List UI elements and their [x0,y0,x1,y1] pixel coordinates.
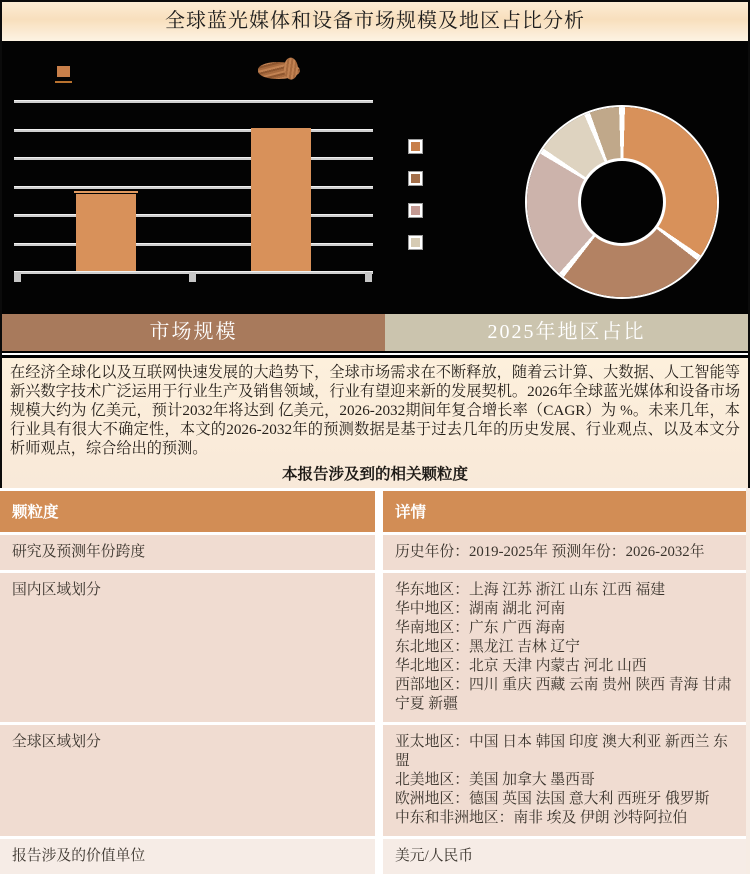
column-gap [375,535,383,570]
x-axis-tick [189,272,196,282]
gridline [14,100,373,103]
legend-swatch-icon [409,236,422,249]
detail-line: 中东和非洲地区：南非 埃及 伊朗 沙特阿拉伯 [395,810,688,826]
row-label: 研究及预测年份跨度 [0,535,375,570]
donut-hole [578,158,666,246]
bar-2032 [251,128,311,271]
donut-legend [409,140,422,249]
legend-swatch-icon [409,204,422,217]
column-gap [375,491,383,532]
detail-line: 北美地区：美国 加拿大 墨西哥 [395,772,595,788]
bar-2026 [76,194,136,271]
bar-legend-underline [55,81,72,83]
table-row [0,573,746,722]
detail-line: 历史年份：2019-2025年 预测年份：2026-2032年 [395,544,705,560]
row-label: 报告涉及的价值单位 [0,839,375,874]
row-label: 国内区域划分 [0,573,375,722]
body-section [2,358,748,488]
section-banners [2,314,748,351]
column-gap [375,839,383,874]
banner-region-share: 2025年地区占比 [385,314,748,351]
intro-paragraph: 在经济全球化以及互联网快速发展的大趋势下，全球市场需求在不断释放，随着云计算、大数据、人工智能等新兴数字技术广泛运用于行业生产及销售领域，行业有望迎来新的发展契机。2026年全球蓝光媒体和设备市场规模大约为 亿美元，预计2032年将达到 亿美元，2026-2032期间年复合增长率（CAGR）为 %。未来几年，本行业具有很大不确定性，本文的2026-2032年的预测数据是基于过去几年的历史发展、行业观点、以及本文分析师观点，综合给出的预测。 [10,364,740,457]
gridline [14,157,373,160]
column-gap [375,573,383,722]
gridline [14,214,373,217]
scribble-annotation [258,61,301,79]
row-details [383,839,746,874]
detail-line: 西部地区：四川 重庆 西藏 云南 贵州 陕西 青海 甘肃 宁夏 新疆 [395,677,732,712]
detail-line: 欧洲地区：德国 英国 法国 意大利 西班牙 俄罗斯 [395,791,710,807]
granularity-table [0,488,746,874]
detail-line: 华南地区：广东 广西 海南 [395,620,566,636]
gridline [14,129,373,132]
header-details: 详情 [383,491,746,532]
x-axis-tick [365,272,372,282]
chart-area [2,41,748,314]
legend-swatch-icon [409,172,422,185]
bar-legend-swatch-icon [57,66,70,77]
table-caption: 本报告涉及到的相关颗粒度 [281,466,468,483]
detail-line: 东北地区：黑龙江 吉林 辽宁 [395,639,580,655]
detail-line: 华东地区：上海 江苏 浙江 山东 江西 福建 [395,582,666,598]
table-row [0,839,746,874]
page-title: 全球蓝光媒体和设备市场规模及地区占比分析 [2,0,748,41]
banner-divider [2,351,748,358]
banner-market-size: 市场规模 [2,314,385,351]
x-axis-tick [14,272,21,282]
table-row [0,725,746,836]
header-granularity: 颗粒度 [0,491,375,532]
detail-line: 华北地区：北京 天津 内蒙古 河北 山西 [395,658,647,674]
column-gap [375,725,383,836]
gridline [14,186,373,189]
row-label: 全球区域划分 [0,725,375,836]
table-header-row [0,491,746,532]
bar-top-marker [74,191,138,193]
gridline [14,243,373,246]
detail-line: 华中地区：湖南 湖北 河南 [395,601,566,617]
legend-swatch-icon [409,140,422,153]
table-row [0,535,746,570]
row-details [383,535,746,570]
row-details [383,725,746,836]
row-details [383,573,746,722]
detail-line: 亚太地区：中国 日本 韩国 印度 澳大利亚 新西兰 东盟 [395,734,728,769]
detail-line: 美元/人民币 [395,848,474,864]
